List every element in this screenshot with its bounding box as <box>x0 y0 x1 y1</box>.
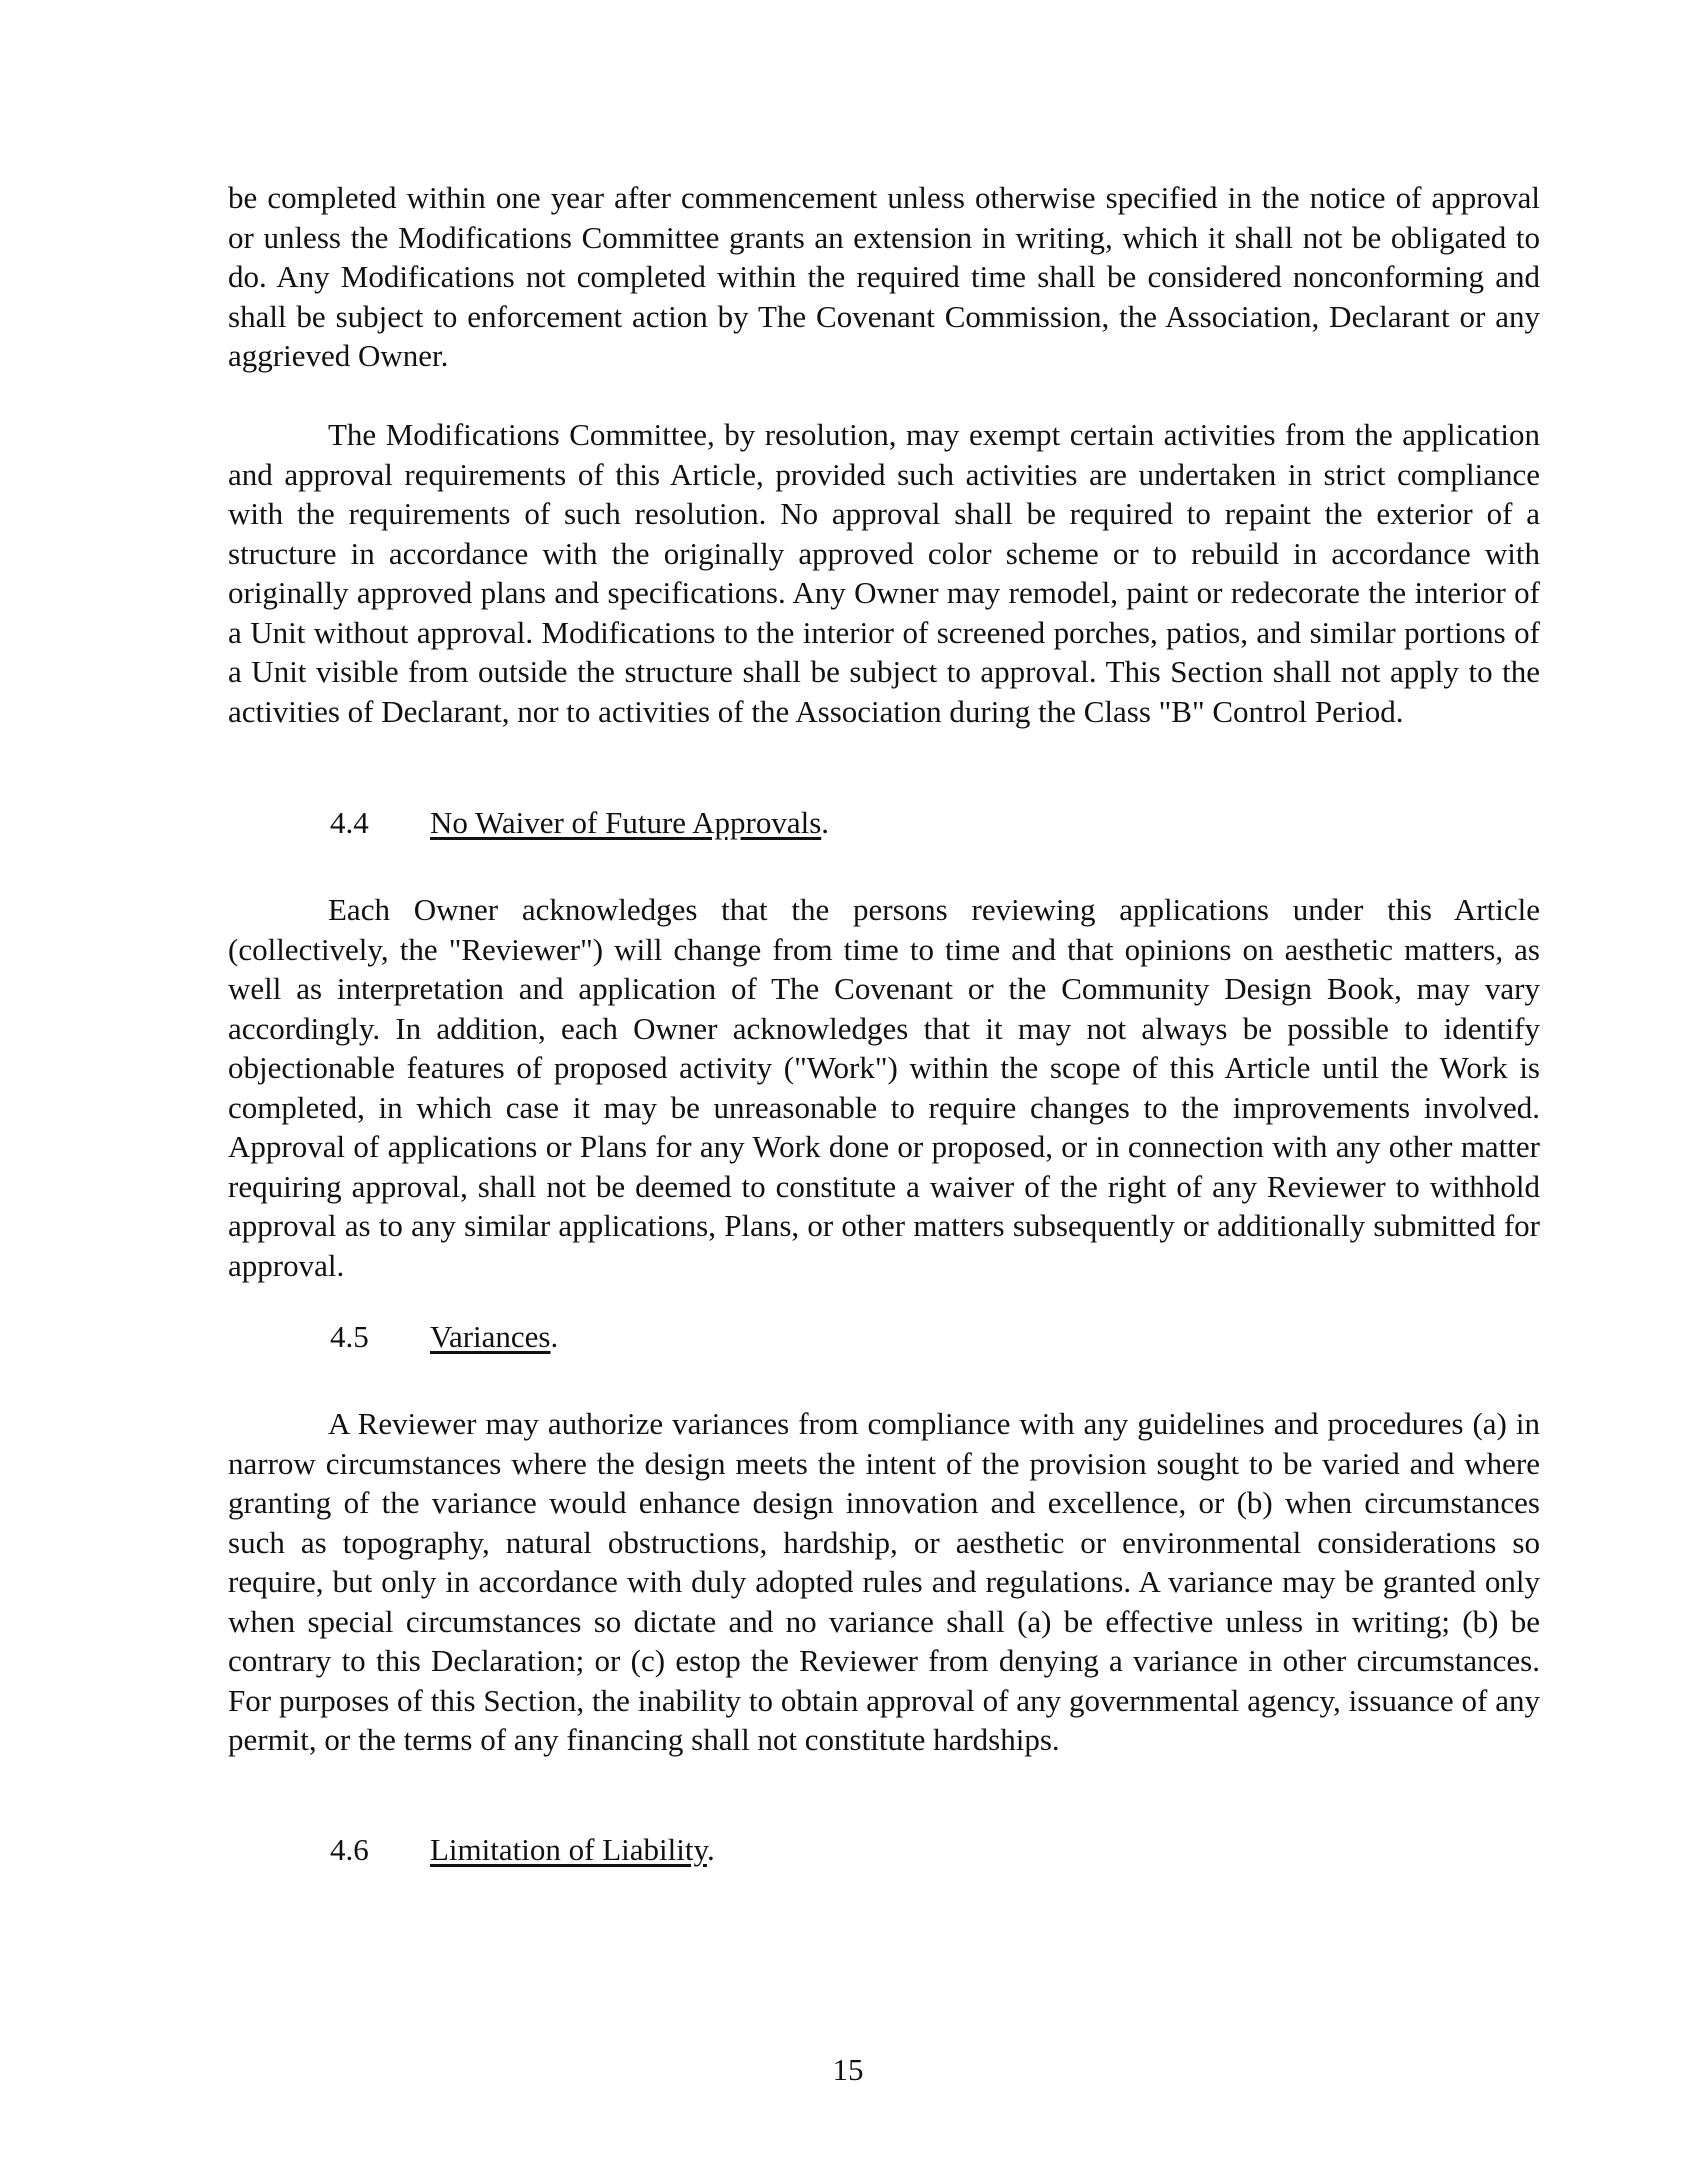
paragraph-modification-completion: be completed within one year after commencement unless otherwise specified in the notice of approval or unless the Modifications Committee grants an extension in writing, which it shall not be obligated to do. Any Modifications not completed within the required time shall be considered nonconforming and shall be subject to enforcement action by The Covenant Commission, the Association, Declarant or any aggrieved Owner. <box>228 180 1540 373</box>
paragraph-no-waiver: Each Owner acknowledges that the persons reviewing applications under this Article (collectively, the "Reviewer") will change from time to time and that opinions on aesthetic matters, as well as interpretation and application of The Covenant or the Community Design Book, may vary accordingly. In addition, each Owner acknowledges that it may not always be possible to identify objectionable features of proposed activity ("Work") within the scope of this Article until the Work is completed, in which case it may be unreasonable to require changes to the improvements involved. Approval of applications or Plans for any Work done or proposed, or in connection with any other matter requiring approval, shall not be deemed to constitute a waiver of the right of any Reviewer to withhold approval as to any similar applications, Plans, or other matters subsequently or additionally submitted for approval. <box>228 892 1540 1283</box>
section-number: 4.5 <box>330 1319 369 1354</box>
paragraph-variances: A Reviewer may authorize variances from compliance with any guidelines and procedures (a) in narrow circumstances where the design meets the intent of the provision sought to be varied and where granting of the variance would enhance design innovation and excellence, or (b) when circumstances such as topography, natural obstructions, hardship, or aesthetic or environmental considerations so require, but only in accordance with duly adopted rules and regulations. A variance may be granted only when special circumstances so dictate and no variance shall (a) be effective unless in writing; (b) be contrary to this Declaration; or (c) estop the Reviewer from denying a variance in other circumstances. For purposes of this Section, the inability to obtain approval of any governmental agency, issuance of any permit, or the terms of any financing shall not constitute hardships. <box>228 1406 1540 1757</box>
section-title: No Waiver of Future Approvals <box>430 805 822 840</box>
page-number: 15 <box>832 2052 864 2087</box>
section-heading-4-6 <box>330 1830 715 1870</box>
section-title-period: . <box>550 1319 559 1354</box>
section-heading-4-5 <box>330 1317 558 1357</box>
section-title: Variances <box>430 1319 551 1354</box>
section-heading-4-4 <box>330 803 829 843</box>
paragraph-exempt-activities: The Modifications Committee, by resolution, may exempt certain activities from the application and approval requirements of this Article, provided such activities are undertaken in strict compliance with the requirements of such resolution. No approval shall be required to repaint the exterior of a structure in accordance with the originally approved color scheme or to rebuild in accordance with originally approved plans and specifications. Any Owner may remodel, paint or redecorate the interior of a Unit without approval. Modifications to the interior of screened porches, patios, and similar portions of a Unit visible from outside the structure shall be subject to approval. This Section shall not apply to the activities of Declarant, nor to activities of the Association during the Class "B" Control Period. <box>228 417 1540 729</box>
section-title-period: . <box>706 1832 715 1867</box>
section-number: 4.4 <box>330 805 369 840</box>
section-number: 4.6 <box>330 1832 369 1867</box>
section-title: Limitation of Liability <box>430 1832 707 1867</box>
section-title-period: . <box>821 805 830 840</box>
